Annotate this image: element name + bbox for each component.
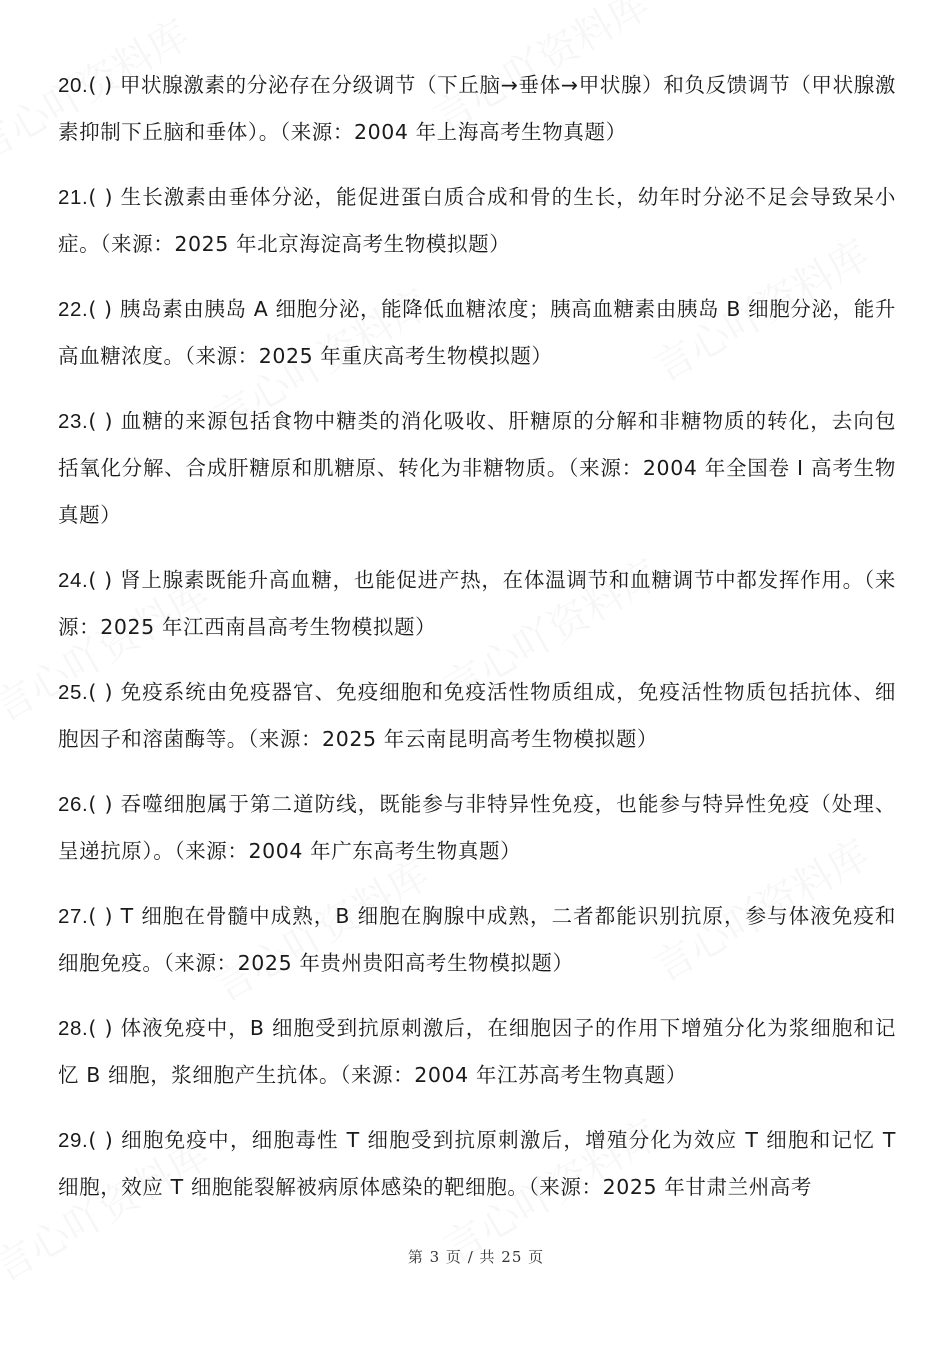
answer-blank: ( ) bbox=[88, 185, 114, 209]
question-number: 25. bbox=[58, 681, 89, 704]
answer-blank: ( ) bbox=[88, 297, 113, 321]
question-number: 23. bbox=[58, 410, 89, 433]
answer-blank: ( ) bbox=[88, 792, 114, 816]
question-item bbox=[58, 286, 896, 380]
question-item bbox=[58, 1005, 896, 1099]
page-number-footer: 第 3 页 / 共 25 页 bbox=[407, 1248, 545, 1266]
question-item bbox=[58, 62, 896, 156]
question-number: 26. bbox=[58, 793, 89, 816]
answer-blank: ( ) bbox=[88, 680, 114, 704]
answer-blank: ( ) bbox=[88, 904, 114, 928]
question-text: 免疫系统由免疫器官、免疫细胞和免疫活性物质组成，免疫活性物质包括抗体、细胞因子和溶菌酶等。（来源：2025 年云南昆明高考生物模拟题） bbox=[58, 680, 896, 751]
answer-blank: ( ) bbox=[88, 73, 113, 97]
question-number: 29. bbox=[58, 1129, 89, 1152]
question-item bbox=[58, 893, 896, 987]
question-number: 20. bbox=[58, 74, 89, 97]
question-item bbox=[58, 557, 896, 651]
question-text: 甲状腺激素的分泌存在分级调节（下丘脑→垂体→甲状腺）和负反馈调节（甲状腺激素抑制下丘脑和垂体）。（来源：2004 年上海高考生物真题） bbox=[58, 73, 896, 144]
question-item bbox=[58, 398, 896, 539]
question-text: 生长激素由垂体分泌，能促进蛋白质合成和骨的生长，幼年时分泌不足会导致呆小症。（来源：2025 年北京海淀高考生物模拟题） bbox=[58, 185, 896, 256]
question-text: 细胞免疫中，细胞毒性 T 细胞受到抗原刺激后，增殖分化为效应 T 细胞和记忆 T 细胞，效应 T 细胞能裂解被病原体感染的靶细胞。（来源：2025 年甘肃兰州高考 bbox=[58, 1128, 896, 1199]
question-number: 27. bbox=[58, 905, 89, 928]
question-text: 体液免疫中，B 细胞受到抗原刺激后，在细胞因子的作用下增殖分化为浆细胞和记忆 B 细胞，浆细胞产生抗体。（来源：2004 年江苏高考生物真题） bbox=[58, 1016, 897, 1087]
question-text: 血糖的来源包括食物中糖类的消化吸收、肝糖原的分解和非糖物质的转化，去向包括氧化分解、合成肝糖原和肌糖原、转化为非糖物质。（来源：2004 年全国卷 Ⅰ 高考生物真题） bbox=[58, 409, 896, 527]
question-item bbox=[58, 1117, 896, 1211]
answer-blank: ( ) bbox=[88, 1016, 114, 1040]
answer-blank: ( ) bbox=[88, 568, 113, 592]
question-list bbox=[58, 62, 896, 1229]
question-item bbox=[58, 781, 896, 875]
question-item bbox=[58, 174, 896, 268]
question-number: 21. bbox=[58, 186, 89, 209]
question-text: 吞噬细胞属于第二道防线，既能参与非特异性免疫，也能参与特异性免疫（处理、呈递抗原）。（来源：2004 年广东高考生物真题） bbox=[58, 792, 896, 863]
question-text: 肾上腺素既能升高血糖，也能促进产热，在体温调节和血糖调节中都发挥作用。（来源：2025 年江西南昌高考生物模拟题） bbox=[58, 568, 897, 639]
answer-blank: ( ) bbox=[88, 1128, 114, 1152]
question-number: 24. bbox=[58, 569, 89, 592]
answer-blank: ( ) bbox=[88, 409, 114, 433]
question-text: T 细胞在骨髓中成熟，B 细胞在胸腺中成熟，二者都能识别抗原，参与体液免疫和细胞免疫。（来源：2025 年贵州贵阳高考生物模拟题） bbox=[58, 904, 897, 975]
question-text: 胰岛素由胰岛 A 细胞分泌，能降低血糖浓度；胰高血糖素由胰岛 B 细胞分泌，能升高血糖浓度。（来源：2025 年重庆高考生物模拟题） bbox=[58, 297, 897, 368]
question-item bbox=[58, 669, 896, 763]
question-number: 22. bbox=[58, 298, 89, 321]
question-number: 28. bbox=[58, 1017, 89, 1040]
